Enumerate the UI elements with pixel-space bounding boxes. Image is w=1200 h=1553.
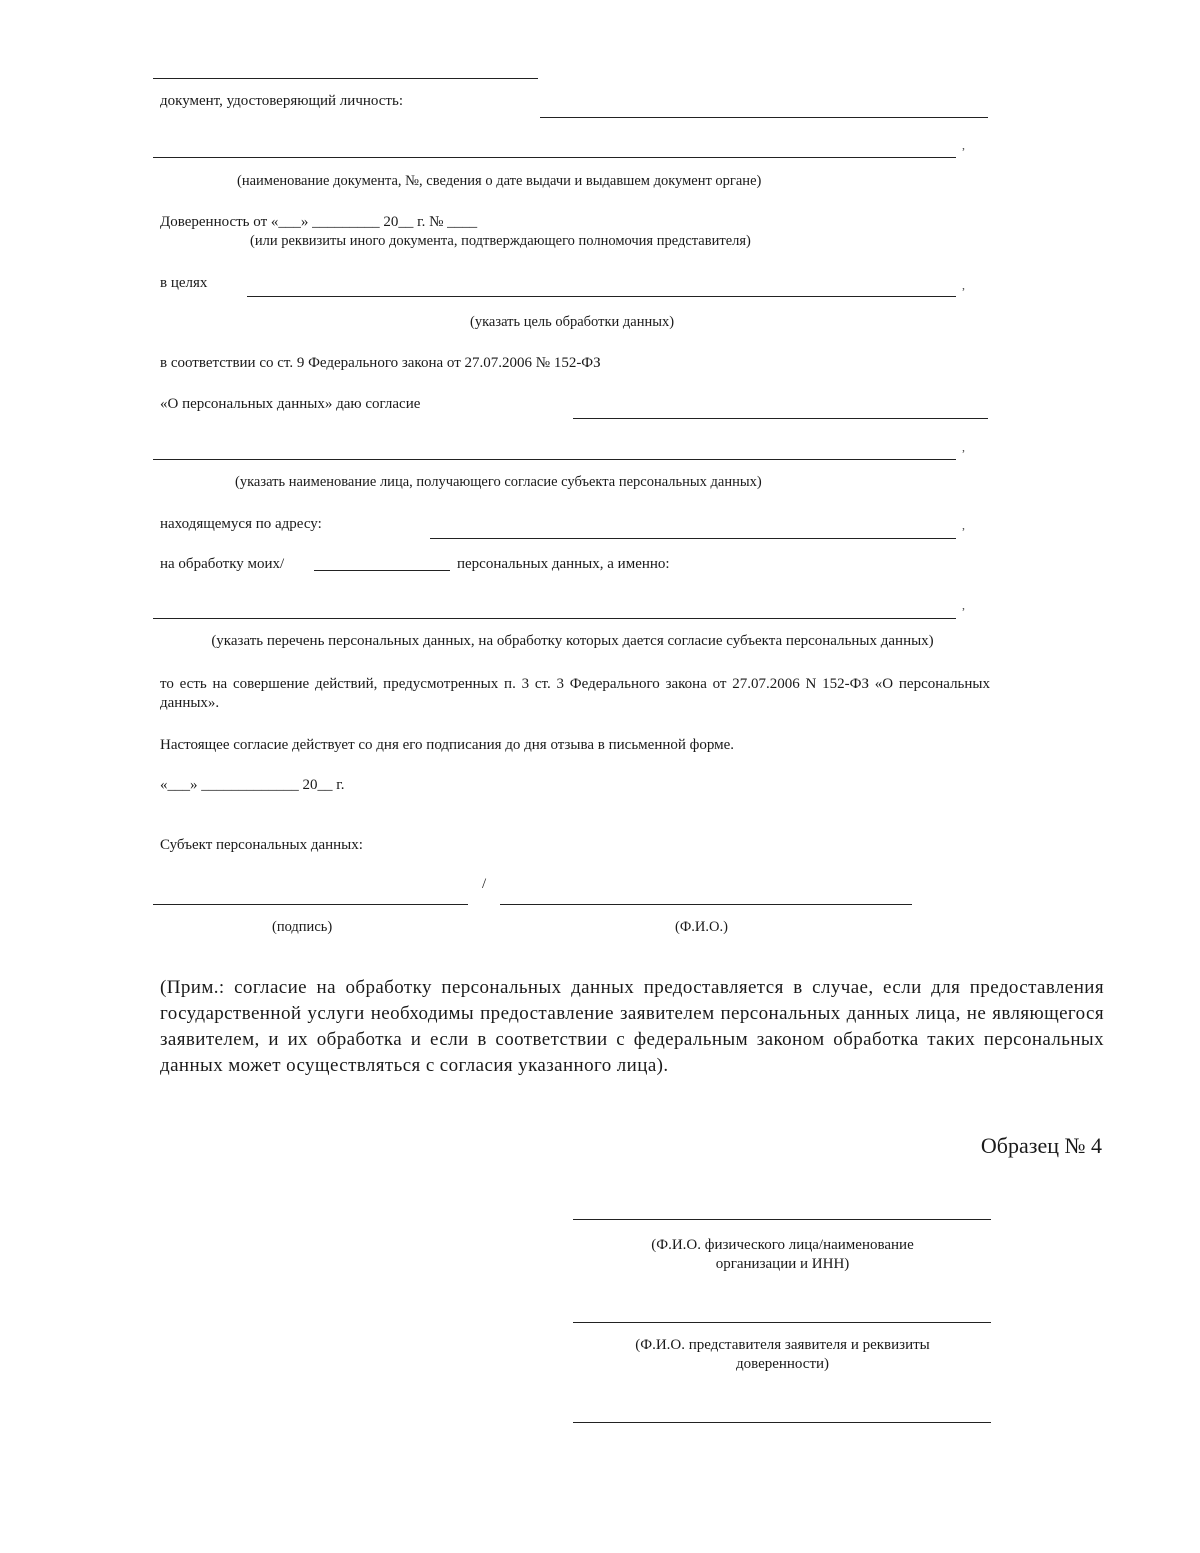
subject-label: Субъект персональных данных: [160, 837, 363, 853]
date-line: «___» _____________ 20__ г. [160, 777, 345, 793]
fio-caption: (Ф.И.О.) [675, 919, 728, 935]
law-reference: в соответствии со ст. 9 Федерального закона от 27.07.2006 № 152-ФЗ [160, 355, 601, 371]
actions-text: то есть на совершение действий, предусмотренных п. 3 ст. 3 Федерального закона от 27.07.2006 N 152-ФЗ «О персональных данных». [160, 676, 990, 711]
purpose-line [247, 296, 956, 297]
blank-line [153, 78, 538, 79]
purpose-label: в целях [160, 275, 208, 291]
power-of-attorney: Доверенность от «___» _________ 20__ г. № ____ [160, 214, 478, 230]
id-document-line-2 [153, 157, 956, 158]
bottom-line [573, 1422, 991, 1423]
consent-line [573, 418, 988, 419]
comma-mark: , [962, 598, 965, 612]
recipient-caption: (указать наименование лица, получающего согласие субъекта персональных данных) [235, 474, 762, 490]
address-line [430, 538, 956, 539]
applicant-caption: (Ф.И.О. физического лица/наименование организации и ИНН) [651, 1237, 914, 1272]
footnote: (Прим.: согласие на обработку персональных данных предоставляется в случае, если для предоставления государственной услуги необходимы предоставление заявителем персональных данных лица, не являющегося заявителем, и их обработка и если в соответствии с федеральным законом обработка таких персональных данных может осуществляться с согласия указанного лица). [160, 977, 1104, 1076]
signature-line [153, 904, 468, 905]
sample-title: Образец № 4 [980, 1133, 1102, 1158]
slash-separator: / [482, 876, 487, 892]
representative-caption: (Ф.И.О. представителя заявителя и реквизиты доверенности) [635, 1337, 930, 1372]
processing-right: персональных данных, а именно: [457, 556, 670, 572]
comma-mark: , [962, 138, 965, 152]
power-of-attorney-caption: (или реквизиты иного документа, подтверждающего полномочия представителя) [250, 233, 751, 249]
processing-blank [314, 570, 450, 571]
comma-mark: , [962, 518, 965, 532]
processing-left: на обработку моих/ [160, 556, 285, 572]
representative-line [573, 1322, 991, 1323]
applicant-line [573, 1219, 991, 1220]
data-list-caption: (указать перечень персональных данных, на обработку которых дается согласие субъекта персональных данных) [211, 633, 934, 649]
recipient-line [153, 459, 956, 460]
comma-mark: , [962, 440, 965, 454]
validity-text: Настоящее согласие действует со дня его подписания до дня отзыва в письменной форме. [160, 737, 735, 753]
fio-line [500, 904, 912, 905]
signature-caption: (подпись) [272, 919, 333, 935]
data-list-line [153, 618, 956, 619]
comma-mark: , [962, 278, 965, 292]
id-document-label: документ, удостоверяющий личность: [160, 93, 403, 109]
purpose-caption: (указать цель обработки данных) [470, 314, 675, 330]
address-label: находящемуся по адресу: [160, 516, 322, 532]
consent-label: «О персональных данных» даю согласие [160, 396, 421, 412]
id-document-caption: (наименование документа, №, сведения о дате выдачи и выдавшем документ органе) [237, 173, 762, 189]
id-document-line [540, 117, 988, 118]
